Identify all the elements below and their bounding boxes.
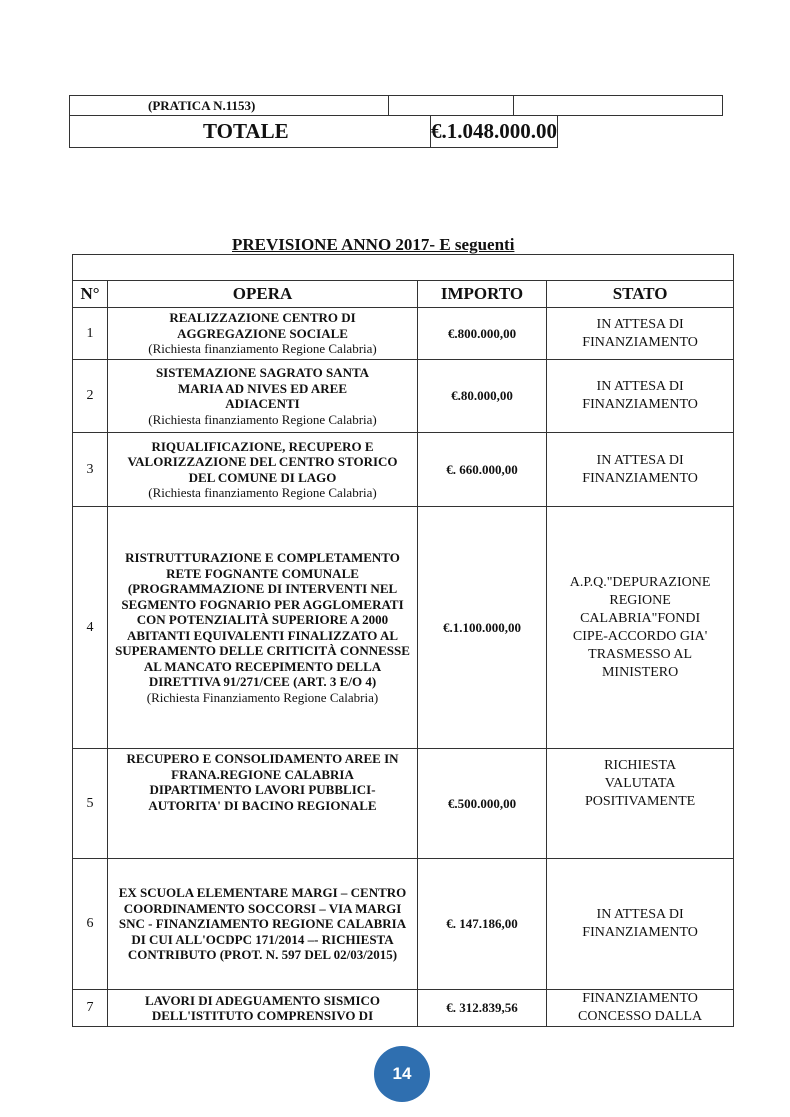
- page-number: 14: [392, 1064, 412, 1083]
- row-number: 2: [73, 360, 108, 433]
- stato-value: IN ATTESA DI FINANZIAMENTO: [547, 433, 734, 507]
- importo-value: €.80.000,00: [418, 360, 547, 433]
- stato-value: IN ATTESA DI FINANZIAMENTO: [547, 360, 734, 433]
- header-opera: OPERA: [108, 281, 418, 308]
- opera-note: (Richiesta Finanziamento Regione Calabria): [146, 689, 379, 705]
- opera-title: RECUPERO E CONSOLIDAMENTO AREE IN FRANA.REGIONE CALABRIA DIPARTIMENTO LAVORI PUBBLICI-AUTORITA' DI BACINO REGIONALE: [126, 751, 399, 813]
- empty-cell: [389, 96, 514, 116]
- opera-cell: [108, 433, 418, 507]
- header-row: [73, 281, 734, 308]
- table-row: [73, 859, 734, 990]
- table-row: [73, 308, 734, 360]
- opera-note: (Richiesta finanziamento Regione Calabria): [148, 341, 377, 357]
- stato-value: FINANZIAMENTO CONCESSO DALLA: [547, 990, 734, 1027]
- totale-value: €.1.048.000.00: [431, 116, 558, 148]
- importo-value: €.500.000,00: [418, 749, 547, 859]
- opera-title: REALIZZAZIONE CENTRO DI AGGREGAZIONE SOCIALE: [169, 310, 356, 341]
- previsione-table: [72, 254, 734, 1027]
- stato-value: RICHIESTA VALUTATA POSITIVAMENTE: [547, 749, 734, 859]
- opera-cell: [108, 990, 418, 1027]
- stato-value: IN ATTESA DI FINANZIAMENTO: [547, 859, 734, 990]
- opera-cell: [108, 859, 418, 990]
- pratica-row: [70, 96, 723, 116]
- header-stato: STATO: [547, 281, 734, 308]
- row-number: 4: [73, 507, 108, 749]
- opera-cell: [108, 749, 418, 859]
- opera-title: LAVORI DI ADEGUAMENTO SISMICO DELL'ISTITUTO COMPRENSIVO DI: [144, 992, 381, 1023]
- opera-cell: [108, 507, 418, 749]
- stato-value: A.P.Q."DEPURAZIONE REGIONE CALABRIA"FONDI CIPE-ACCORDO GIA' TRASMESSO AL MINISTERO: [547, 507, 734, 749]
- opera-note: (Richiesta finanziamento Regione Calabria): [148, 485, 377, 500]
- opera-note: (Richiesta finanziamento Regione Calabria): [148, 411, 377, 427]
- top-summary-table: [69, 95, 723, 148]
- empty-cell: [558, 116, 723, 148]
- totale-row: [70, 116, 723, 148]
- empty-cell: [73, 255, 734, 281]
- stato-value: IN ATTESA DI FINANZIAMENTO: [547, 308, 734, 360]
- table-row: [73, 433, 734, 507]
- importo-value: €. 147.186,00: [418, 859, 547, 990]
- row-number: 1: [73, 308, 108, 360]
- row-number: 5: [73, 749, 108, 859]
- pratica-label: (PRATICA N.1153): [70, 96, 389, 116]
- row-number: 6: [73, 859, 108, 990]
- opera-title: RIQUALIFICAZIONE, RECUPERO E VALORIZZAZIONE DEL CENTRO STORICO DEL COMUNE DI LAGO: [127, 438, 398, 485]
- importo-value: €. 660.000,00: [418, 433, 547, 507]
- section-title: PREVISIONE ANNO 2017- E seguenti: [232, 235, 515, 254]
- page-number-badge: [374, 1046, 430, 1102]
- opera-title: RISTRUTTURAZIONE E COMPLETAMENTO RETE FOGNANTE COMUNALE (PROGRAMMAZIONE DI INTERVENTI NEL SEGMENTO FOGNARIO PER AGGLOMERATI CON POTENZIALITÀ SUPERIORE A 2000 ABITANTI EQUIVALENTI FINALIZZATO AL SUPERAMENTO DELLE CRITICITÀ CONNESSE AL MANCATO RECEPIMENTO DELLA DIRETTIVA 91/271/CEE (ART. 3 E/O 4): [115, 550, 410, 689]
- opera-cell: [108, 360, 418, 433]
- importo-value: €.800.000,00: [418, 308, 547, 360]
- totale-label: TOTALE: [70, 116, 431, 148]
- importo-value: €.1.100.000,00: [418, 507, 547, 749]
- opera-title: SISTEMAZIONE SAGRATO SANTA MARIA AD NIVES ED AREE ADIACENTI: [155, 365, 370, 411]
- table-row: [73, 360, 734, 433]
- table-row: [73, 749, 734, 859]
- row-number: 7: [73, 990, 108, 1027]
- empty-cell: [514, 96, 723, 116]
- table-row: [73, 507, 734, 749]
- header-importo: IMPORTO: [418, 281, 547, 308]
- importo-value: €. 312.839,56: [418, 990, 547, 1027]
- blank-row: [73, 255, 734, 281]
- opera-title: EX SCUOLA ELEMENTARE MARGI – CENTRO COORDINAMENTO SOCCORSI – VIA MARGI SNC - FINANZIAMENTO REGIONE CALABRIA DI CUI ALL'OCDPC 171/2014 –- RICHIESTA CONTRIBUTO (PROT. N. 597 DEL 02/03/2015): [118, 885, 407, 963]
- table-row: [73, 990, 734, 1027]
- row-number: 3: [73, 433, 108, 507]
- header-n: N°: [73, 281, 108, 308]
- opera-cell: [108, 308, 418, 360]
